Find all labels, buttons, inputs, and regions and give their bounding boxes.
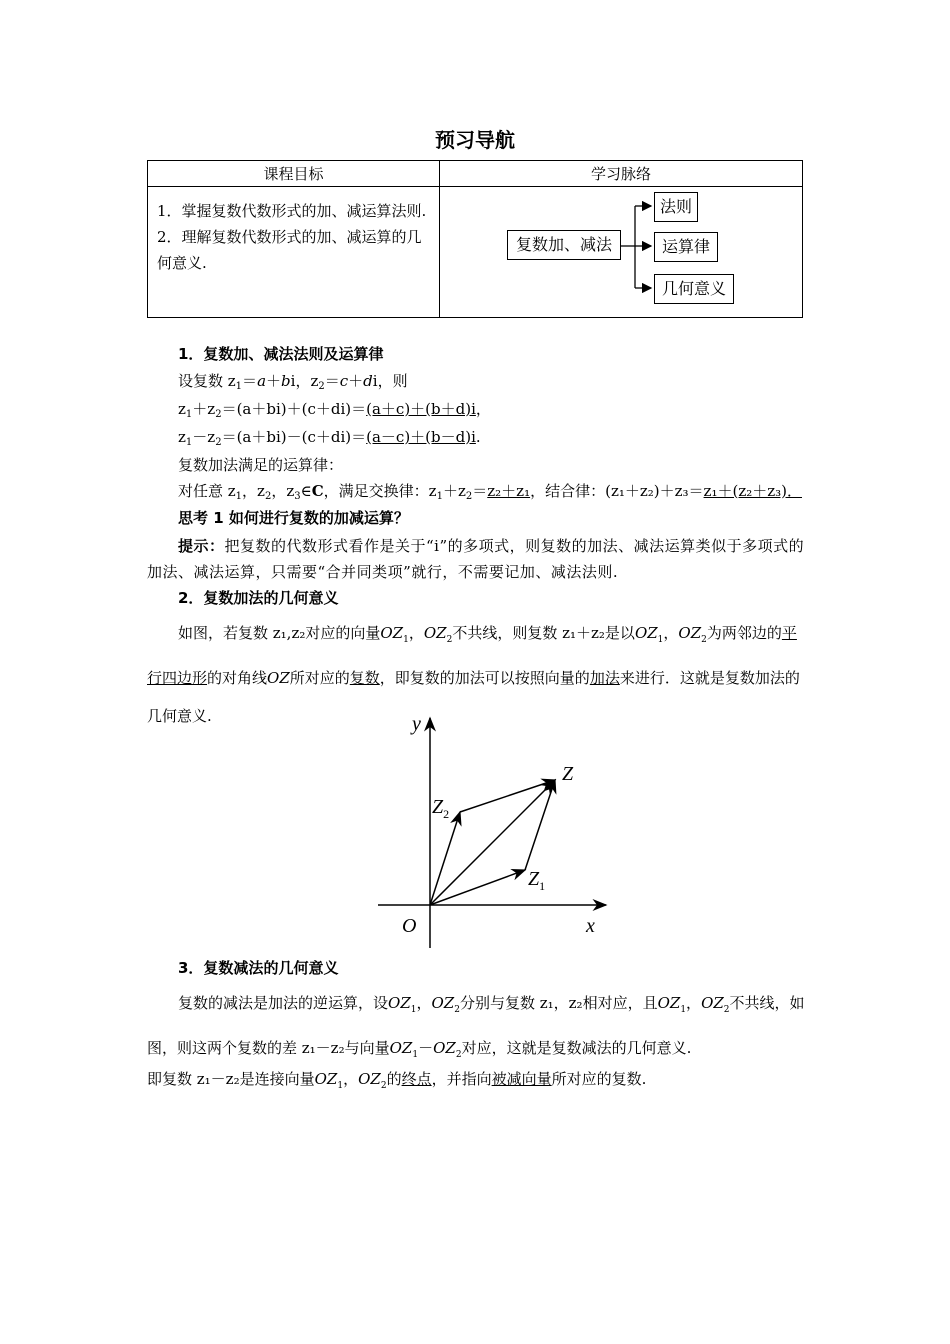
label-z2: $Z_2$: [432, 796, 450, 821]
flow-connectors: [441, 188, 801, 316]
addition-answer: (a＋c)＋(b＋d)i: [366, 400, 476, 418]
section2-heading: 2．复数加法的几何意义: [178, 589, 339, 607]
subtraction-rule: $z_1-z_2=(a+bi)-(c+di)=(a-c)+(b-d)i$.: [178, 428, 481, 448]
goal-1: 1．掌握复数代数形式的加、减运算法则.: [157, 202, 427, 220]
flow-branch-rules: 法则: [654, 192, 698, 222]
section2-paragraph: 如图，若复数 z₁,z₂对应的向量$OZ_1$，$OZ_2$不共线，则复数 z₁＋z₂是以$OZ_1$，$OZ_2$为两邻边的平行四边形的对角线OZ所对应的复数，即复数的加法可以按照向量的加法来进行．这就是复数加法的几何意义.: [147, 624, 800, 725]
page-title: 预习导航: [435, 128, 515, 152]
answer-minuend-vector: 被减向量: [491, 1070, 552, 1088]
definition-line: 设复数 $z_1=a+bi$，$z_2=c+di$，则: [178, 372, 408, 392]
flow-branch-geometry: 几何意义: [654, 274, 734, 304]
flow-branch-laws: 运算律: [654, 232, 718, 262]
col-header-goals: 课程目标: [148, 161, 440, 187]
associative-answer: z₁＋(z₂＋z₃)．: [703, 482, 802, 500]
flow-root-box: 复数加、减法: [507, 230, 621, 260]
label-y: y: [412, 713, 421, 735]
section3-paragraph: 复数的减法是加法的逆运算，设$OZ_1$，$OZ_2$分别与复数 z₁，z₂相对应，且$OZ_1$，$OZ_2$不共线，如图，则这两个复数的差 z₁－z₂与向量$OZ_1-OZ_2$对应，这就是复数减法的几何意义.: [147, 994, 805, 1060]
commutative-answer: z₂＋z₁: [487, 482, 531, 500]
side-z1-z: [525, 780, 555, 870]
col-header-flow: 学习脉络: [440, 161, 803, 187]
addition-rule: $z_1+z_2=(a+bi)+(c+di)=(a+c)+(b+d)i$，: [178, 400, 491, 420]
section3-paragraph-2: 即复数 z₁－z₂是连接向量$OZ_1$，$OZ_2$的终点，并指向被减向量所对应的复数.: [147, 1070, 647, 1091]
laws-line: 对任意 $z_1$，$z_2$，$z_3\in C$，满足交换律：$z_1+z_2=z_2+z_1$，结合律：(z₁＋z₂)＋z₃＝z₁＋(z₂＋z₃)．: [178, 482, 802, 502]
label-x: x: [586, 915, 595, 937]
think-question: 思考 1 如何进行复数的加减运算？: [178, 509, 409, 527]
hint-paragraph: 提示：把复数的代数形式看作是关于“i”的多项式，则复数的加法、减法运算类似于多项式的加法、减法运算，只需要“合并同类项”就行，不需要记加、减法法则.: [147, 537, 805, 581]
laws-intro: 复数加法满足的运算律：: [178, 456, 344, 474]
label-z: Z: [562, 763, 574, 785]
answer-parallelogram: 平行四边形: [147, 624, 797, 687]
goals-cell: [148, 187, 440, 318]
section3-heading: 3．复数减法的几何意义: [178, 959, 339, 977]
answer-endpoint: 终点: [401, 1070, 432, 1088]
subtraction-answer: (a－c)＋(b－d)i: [366, 428, 476, 446]
flow-cell: [440, 187, 803, 318]
vector-oz1: [430, 870, 525, 905]
parallelogram-figure: [370, 710, 620, 955]
label-origin: O: [402, 915, 417, 937]
section1-heading: 1．复数加、减法法则及运算律: [178, 345, 384, 363]
goal-2: 2．理解复数代数形式的加、减运算的几何意义.: [157, 228, 422, 272]
answer-complex-number: 复数: [349, 669, 380, 687]
label-z1: $Z_1$: [528, 868, 546, 893]
side-z2-z: [460, 780, 555, 812]
answer-addition: 加法: [589, 669, 620, 687]
preview-table: [147, 160, 803, 318]
flow-diagram: [441, 188, 801, 316]
